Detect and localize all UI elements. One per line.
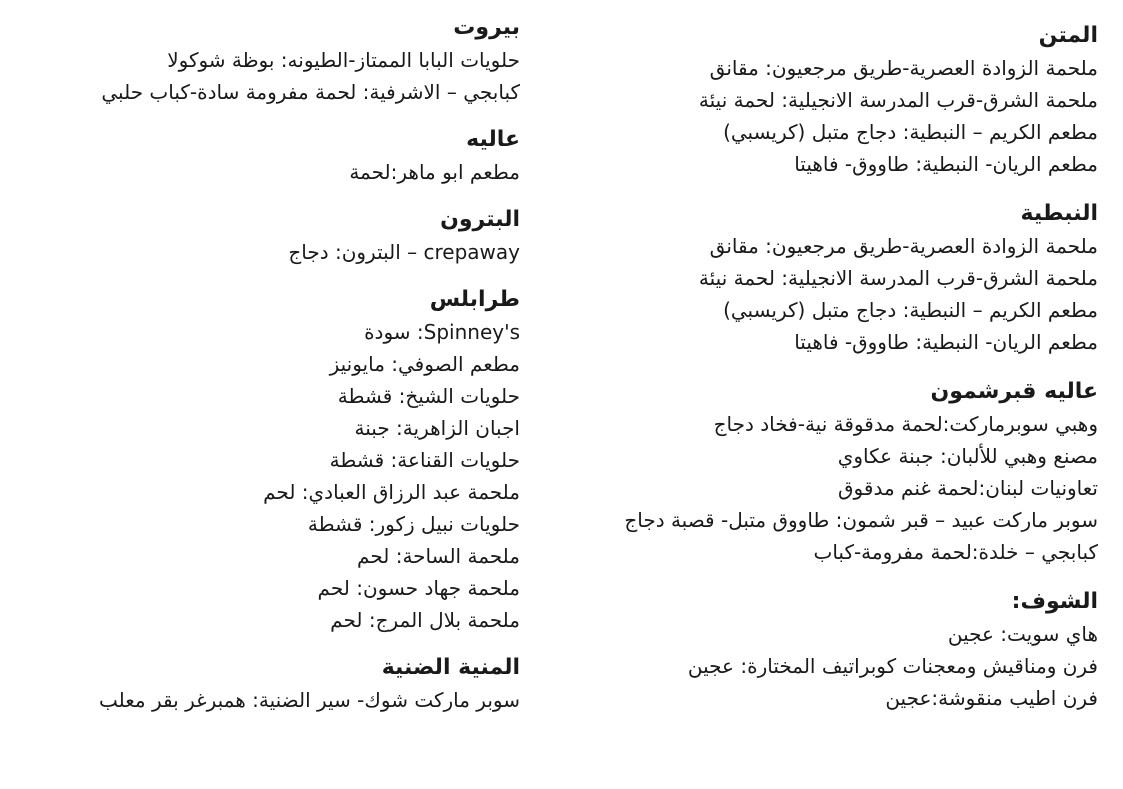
section-heading: الشوف: — [1011, 589, 1098, 614]
list-item: ملحمة الزوادة العصرية-طريق مرجعيون: مقانق — [709, 56, 1098, 80]
list-item: ملحمة الزوادة العصرية-طريق مرجعيون: مقانق — [709, 234, 1098, 258]
section-aley-qabrshmoun — [558, 376, 1098, 568]
section-heading: المتن — [1038, 23, 1098, 48]
list-item: مطعم ابو ماهر:لحمة — [349, 160, 520, 184]
list-item: Spinney's: سودة — [364, 320, 520, 344]
list-item: ملحمة الساحة: لحم — [357, 544, 520, 568]
list-item: crepaway – البترون: دجاج — [288, 240, 520, 264]
list-item: حلويات نبيل زكور: قشطة — [307, 512, 520, 536]
left-column — [20, 0, 520, 732]
section-matn — [558, 20, 1098, 180]
list-item: تعاونيات لبنان:لحمة غنم مدقوق — [838, 476, 1098, 500]
section-tripoli — [20, 284, 520, 636]
section-aley — [20, 124, 520, 188]
section-beirut — [20, 12, 520, 108]
list-item: مطعم الكريم – النبطية: دجاج متبل (كريسبي) — [723, 298, 1098, 322]
right-column — [558, 0, 1098, 732]
list-item: فرن ومناقيش ومعجنات كوبراتيف المختارة: عجين — [687, 654, 1098, 678]
list-item: سوبر ماركت شوك- سير الضنية: همبرغر بقر معلب — [99, 688, 520, 712]
list-item: مطعم الكريم – النبطية: دجاج متبل (كريسبي) — [723, 120, 1098, 144]
list-item: مصنع وهبي للألبان: جبنة عكاوي — [837, 444, 1098, 468]
list-item: ملحمة جهاد حسون: لحم — [317, 576, 520, 600]
list-item: حلويات القناعة: قشطة — [329, 448, 520, 472]
section-heading: البترون — [440, 207, 520, 232]
section-heading: عاليه قبرشمون — [930, 379, 1098, 404]
section-chouf — [558, 586, 1098, 714]
list-item: حلويات الشيخ: قشطة — [337, 384, 520, 408]
section-heading: عاليه — [466, 127, 520, 152]
list-item: ملحمة عبد الرزاق العبادي: لحم — [263, 480, 520, 504]
list-item: كبابجي – الاشرفية: لحمة مفرومة سادة-كباب حلبي — [101, 80, 520, 104]
section-heading: النبطية — [1020, 201, 1098, 226]
list-item: ملحمة بلال المرج: لحم — [330, 608, 520, 632]
section-nabatieh — [558, 198, 1098, 358]
list-item: مطعم الريان- النبطية: طاووق- فاهيتا — [794, 152, 1098, 176]
list-item: كبابجي – خلدة:لحمة مفرومة-كباب — [813, 540, 1098, 564]
section-minieh-danniyeh — [20, 652, 520, 716]
section-heading: بيروت — [453, 15, 520, 40]
list-item: حلويات البابا الممتاز-الطيونه: بوظة شوكولا — [167, 48, 520, 72]
list-item: فرن اطيب منقوشة:عجين — [885, 686, 1098, 710]
list-item: هاي سويت: عجين — [947, 622, 1098, 646]
list-item: اجبان الزاهرية: جبنة — [354, 416, 520, 440]
list-item: سوبر ماركت عبيد – قبر شمون: طاووق متبل- قصبة دجاج — [624, 508, 1098, 532]
list-item: مطعم الصوفي: مايونيز — [329, 352, 520, 376]
list-item: ملحمة الشرق-قرب المدرسة الانجيلية: لحمة نيئة — [698, 88, 1098, 112]
section-heading: المنية الضنية — [381, 655, 520, 680]
list-item: مطعم الريان- النبطية: طاووق- فاهيتا — [794, 330, 1098, 354]
list-item: ملحمة الشرق-قرب المدرسة الانجيلية: لحمة نيئة — [698, 266, 1098, 290]
list-item: وهبي سوبرماركت:لحمة مدقوقة نية-فخاد دجاج — [713, 412, 1098, 436]
section-heading: طرابلس — [429, 287, 520, 312]
section-batroun — [20, 204, 520, 268]
